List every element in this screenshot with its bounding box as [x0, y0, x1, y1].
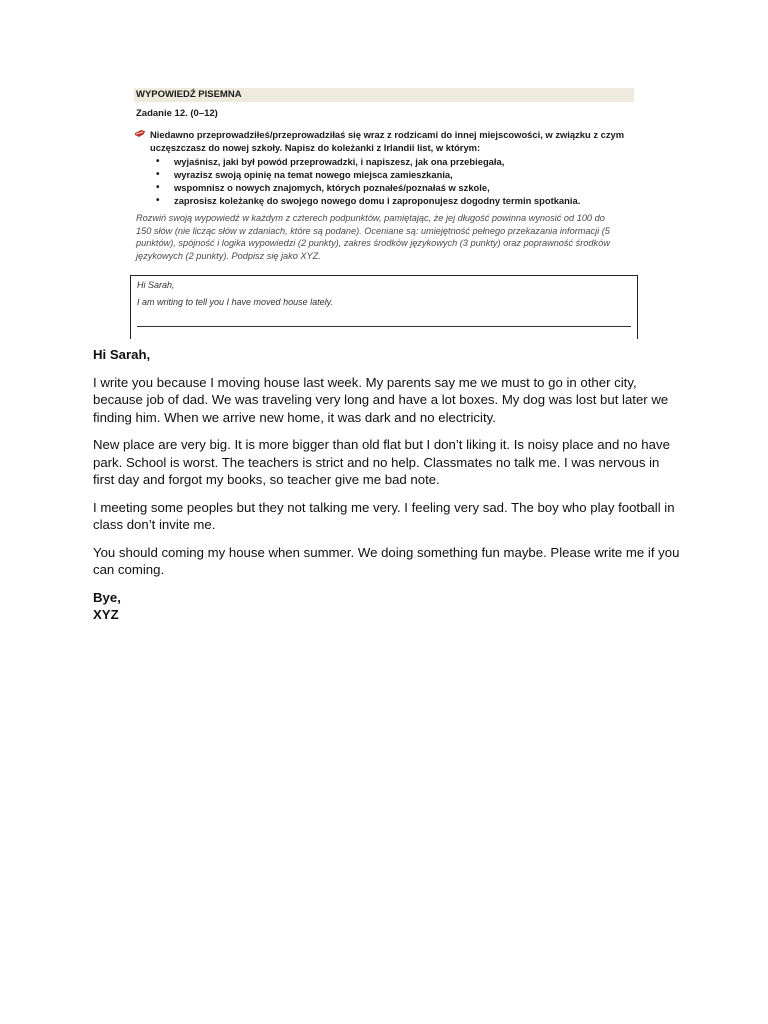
answer-box — [130, 275, 638, 339]
letter-paragraph: New place are very big. It is more bigger than old flat but I don’t liking it. Is noisy place and no have park. School is worst. The teachers is strict and no help. Classmates no talk me. I was nervous in first day and forgot my books, so teacher give me bad note. — [93, 437, 670, 487]
letter-paragraph: I write you because I moving house last week. My parents say me we must to go in other city, because job of dad. We was traveling very long and have a lot boxes. My dog was lost but later we finding him. When we arrive new home, it was dark and no electricity. — [93, 374, 669, 425]
letter-body — [93, 346, 683, 624]
answer-writing-line — [137, 326, 631, 327]
answer-box-opening-line: I am writing to tell you I have moved house lately. — [137, 297, 333, 307]
task-instruction-text: Niedawno przeprowadziłeś/przeprowadziłaś się wraz z rodzicami do innej miejscowości, w związku z czym uczęszczasz do nowej szkoły. Napisz do koleżanki z Irlandii list, w którym: — [150, 129, 625, 153]
task-bullet: • zaprosisz koleżankę do swojego nowego domu i zaproponujesz dogodny termin spotkania. — [154, 194, 630, 207]
letter-paragraph: You should coming my house when summer. We doing something fun maybe. Please write me if you can coming. — [93, 544, 680, 577]
task-note: Rozwiń swoją wypowiedź w każdym z czterech podpunktów, pamiętając, że jej długość powinna wynosić od 100 do 150 słów (nie licząc słów w zdaniach, które są podane). Oceniane są: umiejętność pełnego przekazania informacji (5 punktów), spójność i logika wypowiedzi (2 punkty), zakres środków językowych (3 punkty) oraz poprawność środków językowych (2 punkty). Podpisz się jako XYZ. — [136, 213, 610, 261]
pen-icon — [135, 130, 145, 138]
answer-box-greeting: Hi Sarah, — [137, 280, 175, 290]
task-bullet: • wyjaśnisz, jaki był powód przeprowadzki, i napiszesz, jak ona przebiegała, — [154, 155, 630, 168]
task-bullet: • wyrazisz swoją opinię na temat nowego miejsca zamieszkania, — [154, 168, 630, 181]
letter-paragraph: I meeting some peoples but they not talking me very. I feeling very sad. The boy who play football in class don’t invite me. — [93, 499, 675, 532]
task-section-header: WYPOWIEDŹ PISEMNA — [134, 88, 634, 102]
letter-signature: XYZ — [93, 607, 119, 622]
letter-closing: Bye, — [93, 589, 121, 605]
letter-greeting: Hi Sarah, — [93, 347, 151, 362]
task-bullet-list — [154, 155, 630, 207]
task-bullet: • wspomnisz o nowych znajomych, których poznałeś/poznałaś w szkole, — [154, 181, 630, 194]
task-number: Zadanie 12. (0–12) — [136, 108, 218, 119]
exam-task-image — [130, 88, 640, 338]
task-instruction — [150, 128, 630, 207]
